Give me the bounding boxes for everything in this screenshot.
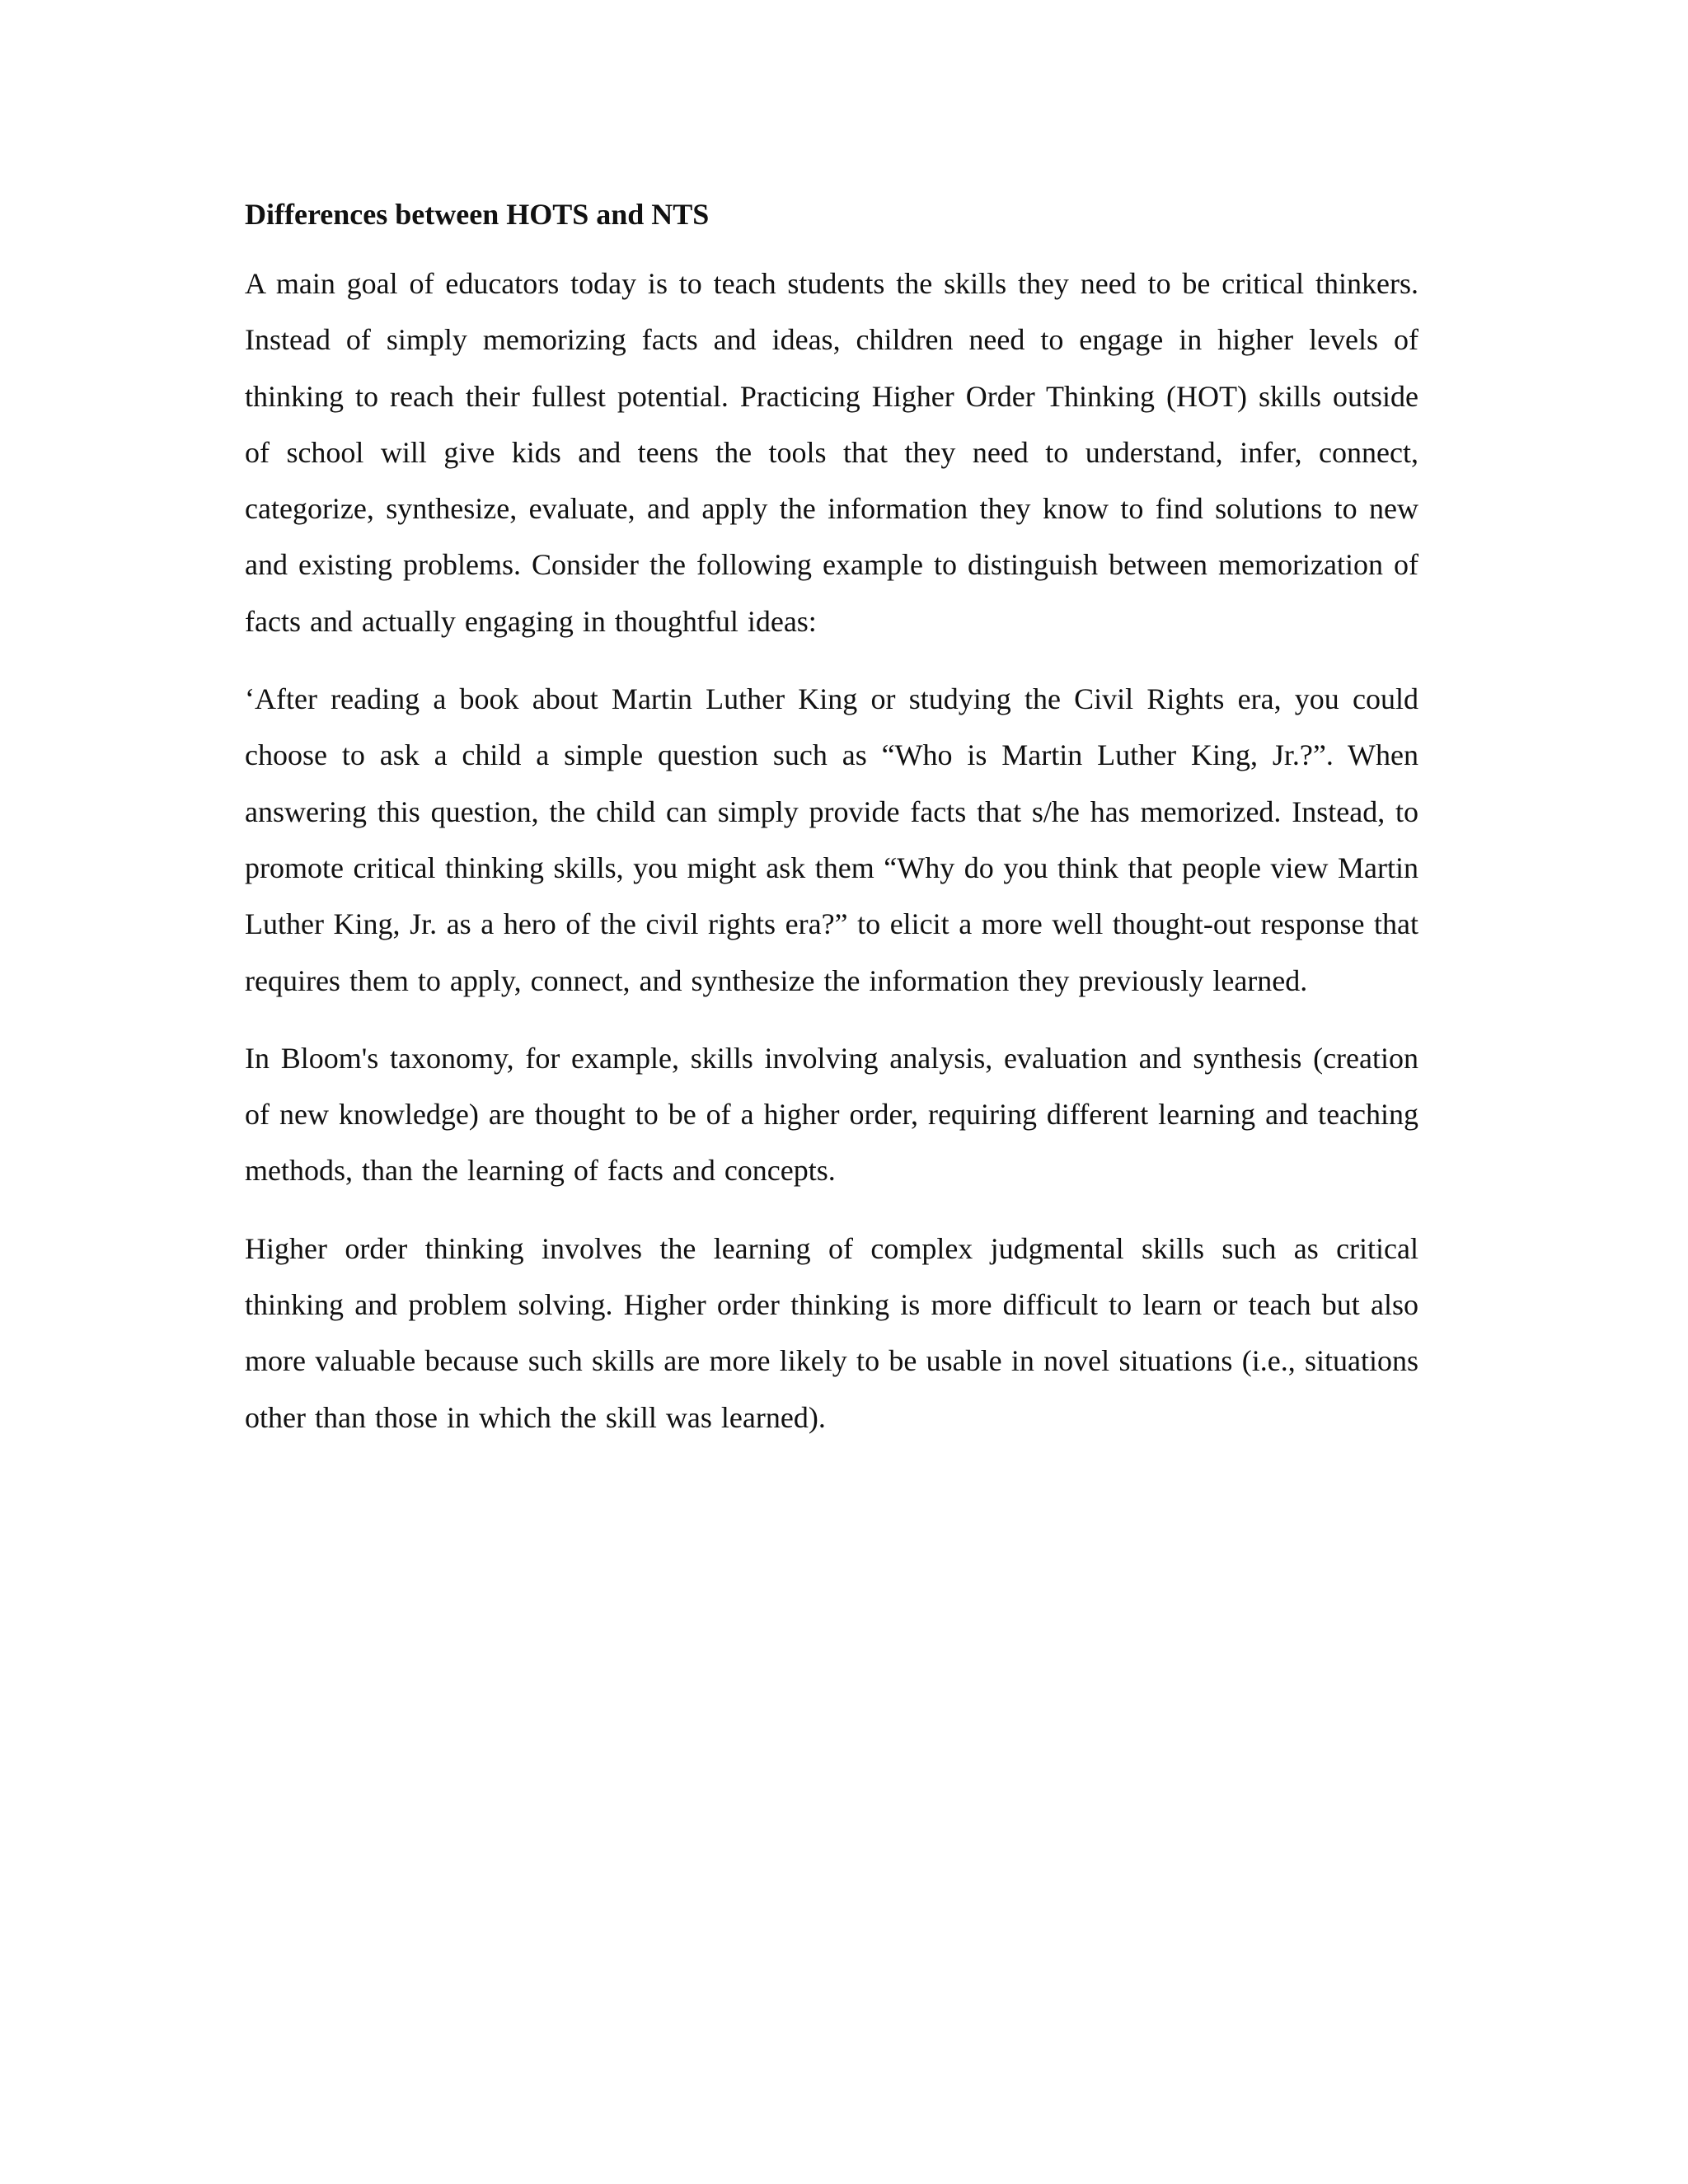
document-body	[245, 191, 1418, 1467]
document-title: Differences between HOTS and NTS	[245, 198, 710, 231]
paragraph-mlk-example: ‘After reading a book about Martin Luther King or studying the Civil Rights era, you could choose to ask a child a simple question such as “Who is Martin Luther King, Jr.?”. When answering this question, the child can simply provide facts that s/he has memorized. Instead, to promote critical thinking skills, you might ask them “Why do you think that people view Martin Luther King, Jr. as a hero of the civil rights era?” to elicit a more well thought-out response that requires them to apply, connect, and synthesize the information they previously learned.	[245, 682, 1418, 997]
paragraph-higher-order-thinking: Higher order thinking involves the learning of complex judgmental skills such as critical thinking and problem solving. Higher order thinking is more difficult to learn or teach but also more valuable because such skills are more likely to be usable in novel situations (i.e., situations other than those in which the skill was learned).	[245, 1231, 1418, 1434]
paragraph-hots-intro: A main goal of educators today is to teach students the skills they need to be critical thinkers. Instead of simply memorizing facts and ideas, children need to engage in higher levels of thinking to reach their fullest potential. Practicing Higher Order Thinking (HOT) skills outside of school will give kids and teens the tools that they need to understand, infer, connect, categorize, synthesize, evaluate, and apply the information they know to find solutions to new and existing problems. Consider the following example to distinguish between memorization of facts and actually engaging in thoughtful ideas:	[245, 267, 1418, 638]
paragraph-blooms-taxonomy: In Bloom's taxonomy, for example, skills involving analysis, evaluation and synthesis (creation of new knowledge) are thought to be of a higher order, requiring different learning and teaching methods, than the learning of facts and concepts.	[245, 1041, 1418, 1188]
